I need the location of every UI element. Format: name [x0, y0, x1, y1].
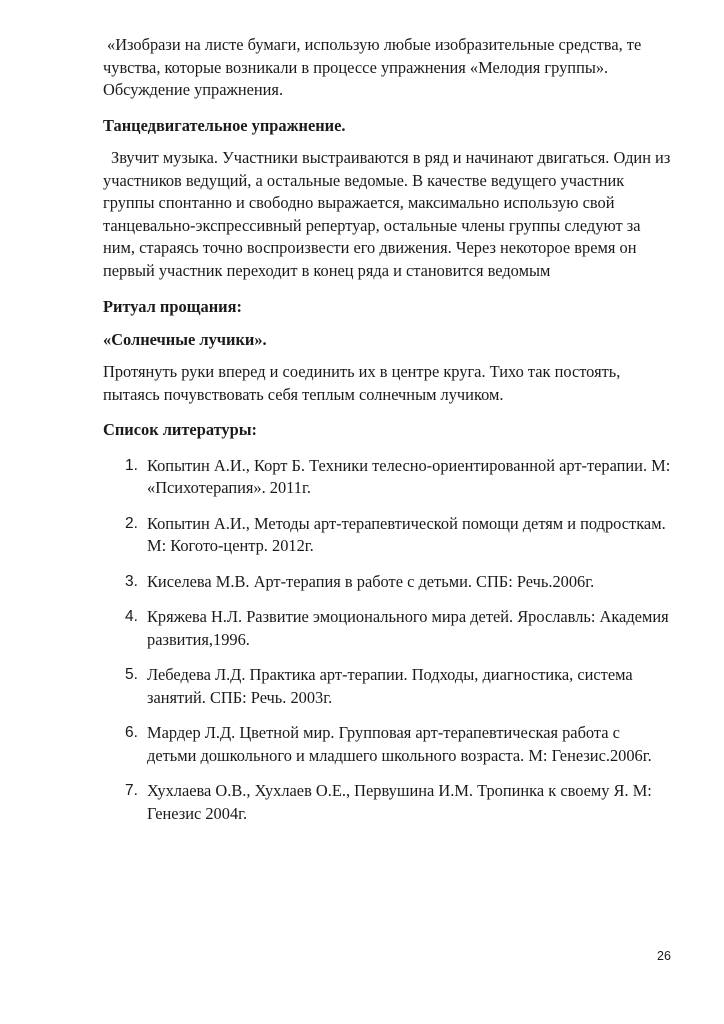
literature-item-text: Мардер Л.Д. Цветной мир. Групповая арт-терапевтическая работа с детьми дошкольного и младшего школьного возраста. М: Генезис.2006г. — [147, 723, 652, 765]
literature-item-text: Копытин А.И., Методы арт-терапевтической помощи детям и подросткам. М: Когото-центр. 2012г. — [147, 513, 666, 555]
literature-item-text: Копытин А.И., Корт Б. Техники телесно-ориентированной арт-терапии. М: «Психотерапия». 2011г. — [147, 455, 671, 497]
literature-item-number: 3. — [125, 572, 138, 590]
literature-item — [103, 722, 673, 767]
literature-item — [103, 780, 673, 825]
literature-list — [103, 455, 673, 826]
literature-item-number: 5. — [125, 666, 138, 683]
literature-item — [103, 664, 673, 709]
literature-item-number: 1. — [125, 456, 138, 474]
farewell-ritual-heading: Ритуал прощания: — [103, 297, 242, 316]
literature-item-number: 2. — [125, 514, 138, 532]
literature-item — [103, 455, 673, 500]
page-number: 26 — [657, 949, 671, 963]
literature-item — [103, 606, 673, 651]
literature-item-text: Киселева М.В. Арт-терапия в работе с детьми. СПБ: Речь.2006г. — [147, 571, 595, 591]
literature-item — [103, 571, 673, 594]
literature-item — [103, 513, 673, 558]
document-page — [103, 34, 673, 838]
literature-item-number: 4. — [125, 608, 138, 625]
sun-rays-paragraph: Протянуть руки вперед и соединить их в центре круга. Тихо так постоять, пытаясь почувствовать себя теплым солнечным лучиком. — [103, 362, 621, 404]
literature-item-text: Кряжева Н.Л. Развитие эмоционального мира детей. Ярославль: Академия развития,1996. — [147, 607, 669, 649]
literature-item-number: 7. — [125, 782, 138, 799]
literature-item-number: 6. — [125, 724, 138, 741]
sun-rays-heading: «Солнечные лучики». — [103, 329, 267, 349]
literature-item-text: Хухлаева О.В., Хухлаев О.Е., Первушина И.М. Тропинка к своему Я. М: Генезис 2004г. — [147, 781, 652, 823]
literature-heading: Список литературы: — [103, 420, 257, 439]
literature-item-text: Лебедева Л.Д. Практика арт-терапии. Подходы, диагностика, система занятий. СПБ: Речь. 2003г. — [147, 665, 633, 707]
intro-paragraph: «Изобрази на листе бумаги, использую любые изобразительные средства, те чувства, которые возникали в процессе упражнения «Мелодия группы». Обсуждение упражнения. — [103, 35, 642, 99]
dance-exercise-heading: Танцедвигательное упражнение. — [103, 115, 346, 135]
dance-exercise-paragraph: Звучит музыка. Участники выстраиваются в ряд и начинают двигаться. Один из участников ведущий, а остальные ведомые. В качестве ведущего участник группы спонтанно и свободно выражается, максимально использую свой танцевально-экспрессивный репертуар, остальные члены группы следуют за ним, стараясь точно воспроизвести его движения. Через некоторое время он первый участник переходит в конец ряда и становится ведомым — [103, 148, 671, 280]
